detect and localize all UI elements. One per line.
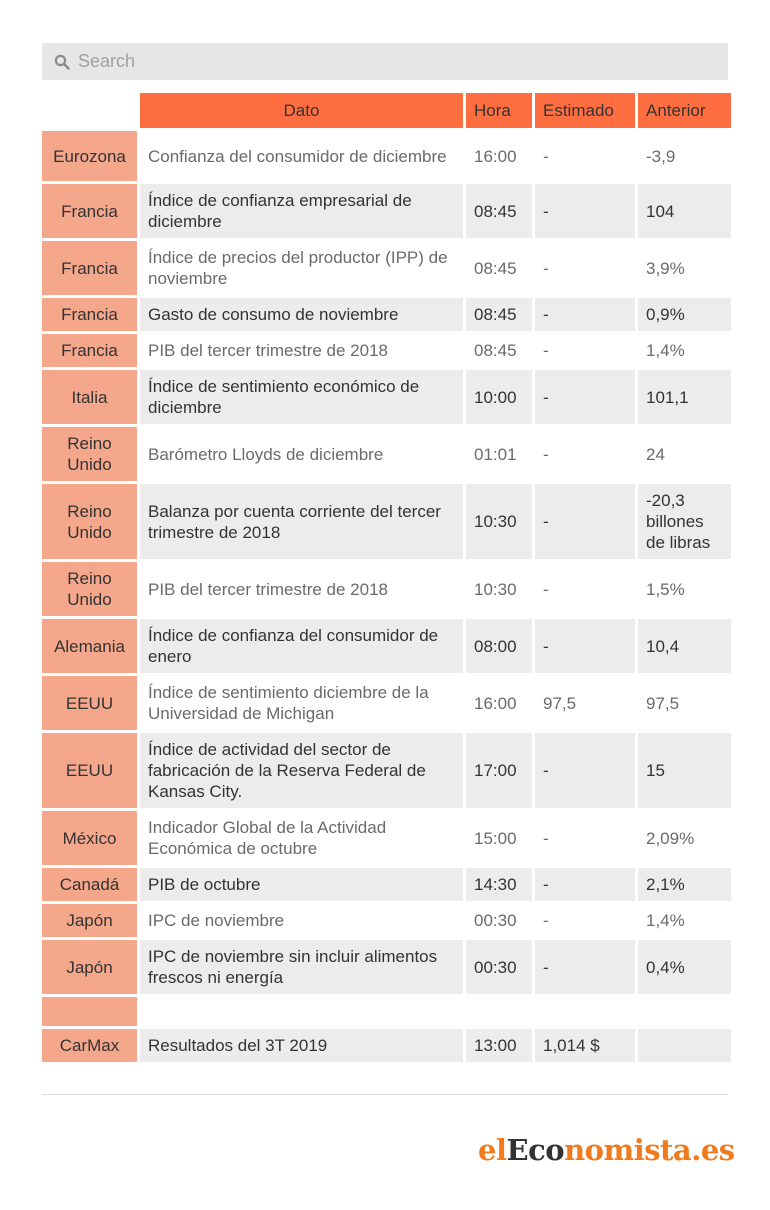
dato-cell: Índice de precios del productor (IPP) de noviembre — [140, 241, 463, 295]
country-cell: Alemania — [42, 619, 137, 673]
country-cell: Canadá — [42, 868, 137, 901]
estimado-cell: 97,5 — [535, 676, 635, 730]
dato-cell: Índice de actividad del sector de fabricación de la Reserva Federal de Kansas City. — [140, 733, 463, 808]
table-row — [42, 131, 731, 181]
header-dato: Dato — [140, 93, 463, 128]
anterior-cell: 1,4% — [638, 904, 731, 937]
country-cell: Japón — [42, 940, 137, 994]
table-row — [42, 562, 731, 616]
hora-cell: 13:00 — [466, 1029, 532, 1062]
estimado-cell: - — [535, 484, 635, 559]
table-row — [42, 427, 731, 481]
country-cell: Reino Unido — [42, 484, 137, 559]
country-cell: Italia — [42, 370, 137, 424]
country-cell: Reino Unido — [42, 427, 137, 481]
hora-cell: 16:00 — [466, 676, 532, 730]
estimado-cell — [535, 997, 635, 1026]
anterior-cell: 1,4% — [638, 334, 731, 367]
dato-cell — [140, 997, 463, 1026]
table-row — [42, 904, 731, 937]
anterior-cell: 2,09% — [638, 811, 731, 865]
dato-cell: IPC de noviembre sin incluir alimentos frescos ni energía — [140, 940, 463, 994]
hora-cell: 10:00 — [466, 370, 532, 424]
anterior-cell: 101,1 — [638, 370, 731, 424]
dato-cell: Índice de confianza del consumidor de enero — [140, 619, 463, 673]
hora-cell: 08:45 — [466, 334, 532, 367]
country-cell: Francia — [42, 184, 137, 238]
country-cell: Francia — [42, 241, 137, 295]
country-cell: Francia — [42, 298, 137, 331]
table-row — [42, 370, 731, 424]
hora-cell: 08:45 — [466, 298, 532, 331]
table-row — [42, 676, 731, 730]
header-anterior: Anterior — [638, 93, 731, 128]
anterior-cell: 10,4 — [638, 619, 731, 673]
table-row — [42, 868, 731, 901]
country-cell — [42, 997, 137, 1026]
anterior-cell: -3,9 — [638, 131, 731, 181]
hora-cell — [466, 997, 532, 1026]
search-input[interactable] — [78, 51, 678, 72]
country-cell: EEUU — [42, 676, 137, 730]
estimado-cell: - — [535, 241, 635, 295]
table-row — [42, 940, 731, 994]
table-row — [42, 1029, 731, 1062]
header-estimado: Estimado — [535, 93, 635, 128]
estimado-cell: - — [535, 940, 635, 994]
table-row — [42, 334, 731, 367]
estimado-cell: - — [535, 334, 635, 367]
hora-cell: 17:00 — [466, 733, 532, 808]
anterior-cell: 3,9% — [638, 241, 731, 295]
country-cell: Francia — [42, 334, 137, 367]
hora-cell: 10:30 — [466, 484, 532, 559]
hora-cell: 10:30 — [466, 562, 532, 616]
table-header-row — [42, 93, 731, 128]
hora-cell: 08:00 — [466, 619, 532, 673]
economic-calendar-table — [39, 90, 734, 1065]
estimado-cell: - — [535, 868, 635, 901]
country-cell: CarMax — [42, 1029, 137, 1062]
dato-cell: IPC de noviembre — [140, 904, 463, 937]
header-corner — [42, 93, 137, 128]
dato-cell: Balanza por cuenta corriente del tercer trimestre de 2018 — [140, 484, 463, 559]
anterior-cell: 1,5% — [638, 562, 731, 616]
search-icon — [54, 54, 70, 70]
estimado-cell: - — [535, 733, 635, 808]
estimado-cell: - — [535, 370, 635, 424]
table-row — [42, 241, 731, 295]
dato-cell: Indicador Global de la Actividad Económica de octubre — [140, 811, 463, 865]
table-row — [42, 811, 731, 865]
dato-cell: Confianza del consumidor de diciembre — [140, 131, 463, 181]
hora-cell: 08:45 — [466, 241, 532, 295]
footer-divider — [42, 1094, 728, 1095]
anterior-cell: 24 — [638, 427, 731, 481]
table-row — [42, 184, 731, 238]
estimado-cell: - — [535, 562, 635, 616]
country-cell: EEUU — [42, 733, 137, 808]
search-bar[interactable] — [42, 43, 728, 80]
anterior-cell: 0,9% — [638, 298, 731, 331]
table-row — [42, 619, 731, 673]
hora-cell: 15:00 — [466, 811, 532, 865]
country-cell: Japón — [42, 904, 137, 937]
estimado-cell: - — [535, 131, 635, 181]
hora-cell: 14:30 — [466, 868, 532, 901]
anterior-cell: 2,1% — [638, 868, 731, 901]
table-row — [42, 298, 731, 331]
country-cell: Eurozona — [42, 131, 137, 181]
estimado-cell: - — [535, 184, 635, 238]
anterior-cell — [638, 1029, 731, 1062]
estimado-cell: - — [535, 427, 635, 481]
dato-cell: Gasto de consumo de noviembre — [140, 298, 463, 331]
country-cell: México — [42, 811, 137, 865]
anterior-cell: 15 — [638, 733, 731, 808]
dato-cell: PIB del tercer trimestre de 2018 — [140, 334, 463, 367]
hora-cell: 08:45 — [466, 184, 532, 238]
country-cell: Reino Unido — [42, 562, 137, 616]
estimado-cell: - — [535, 298, 635, 331]
dato-cell: Índice de sentimiento económico de diciembre — [140, 370, 463, 424]
table-row — [42, 997, 731, 1026]
estimado-cell: - — [535, 619, 635, 673]
anterior-cell: 97,5 — [638, 676, 731, 730]
anterior-cell: 0,4% — [638, 940, 731, 994]
anterior-cell: -20,3 billones de libras — [638, 484, 731, 559]
hora-cell: 16:00 — [466, 131, 532, 181]
anterior-cell — [638, 997, 731, 1026]
dato-cell: Índice de confianza empresarial de diciembre — [140, 184, 463, 238]
eleconomista-logo: elEconomista.es — [478, 1133, 735, 1167]
estimado-cell: - — [535, 811, 635, 865]
table-row — [42, 733, 731, 808]
estimado-cell: 1,014 $ — [535, 1029, 635, 1062]
dato-cell: Índice de sentimiento diciembre de la Universidad de Michigan — [140, 676, 463, 730]
dato-cell: PIB del tercer trimestre de 2018 — [140, 562, 463, 616]
dato-cell: PIB de octubre — [140, 868, 463, 901]
dato-cell: Barómetro Lloyds de diciembre — [140, 427, 463, 481]
dato-cell: Resultados del 3T 2019 — [140, 1029, 463, 1062]
header-hora: Hora — [466, 93, 532, 128]
hora-cell: 01:01 — [466, 427, 532, 481]
hora-cell: 00:30 — [466, 904, 532, 937]
estimado-cell: - — [535, 904, 635, 937]
table-row — [42, 484, 731, 559]
anterior-cell: 104 — [638, 184, 731, 238]
hora-cell: 00:30 — [466, 940, 532, 994]
